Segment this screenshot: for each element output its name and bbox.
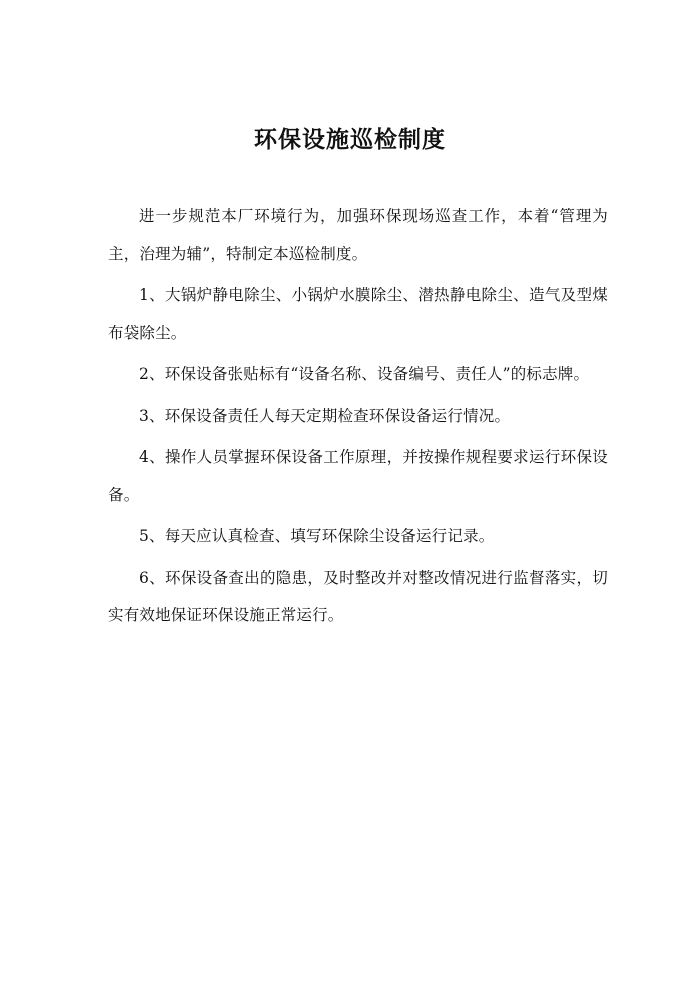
document-title: 环保设施巡检制度 xyxy=(254,126,446,153)
intro-paragraph: 进一步规范本厂环境行为，加强环保现场巡查工作，本着“管理为主，治理为辅”，特制定本巡检制度。 xyxy=(108,207,608,263)
rule-item-4: 4、操作人员掌握环保设备工作原理，并按操作规程要求运行环保设备。 xyxy=(108,448,608,504)
rule-item-3: 3、环保设备责任人每天定期检查环保设备运行情况。 xyxy=(139,406,511,425)
rule-item-5: 5、每天应认真检查、填写环保除尘设备运行记录。 xyxy=(139,527,495,545)
document-body xyxy=(108,198,608,639)
rule-item-6: 6、环保设备查出的隐患，及时整改并对整改情况进行监督落实，切实有效地保证环保设施正常运行。 xyxy=(108,568,608,624)
rule-item-2: 2、环保设备张贴标有“设备名称、设备编号、责任人”的标志牌。 xyxy=(139,365,590,383)
rule-item-1: 1、大锅炉静电除尘、小锅炉水膜除尘、潜热静电除尘、造气及型煤布袋除尘。 xyxy=(108,286,608,342)
